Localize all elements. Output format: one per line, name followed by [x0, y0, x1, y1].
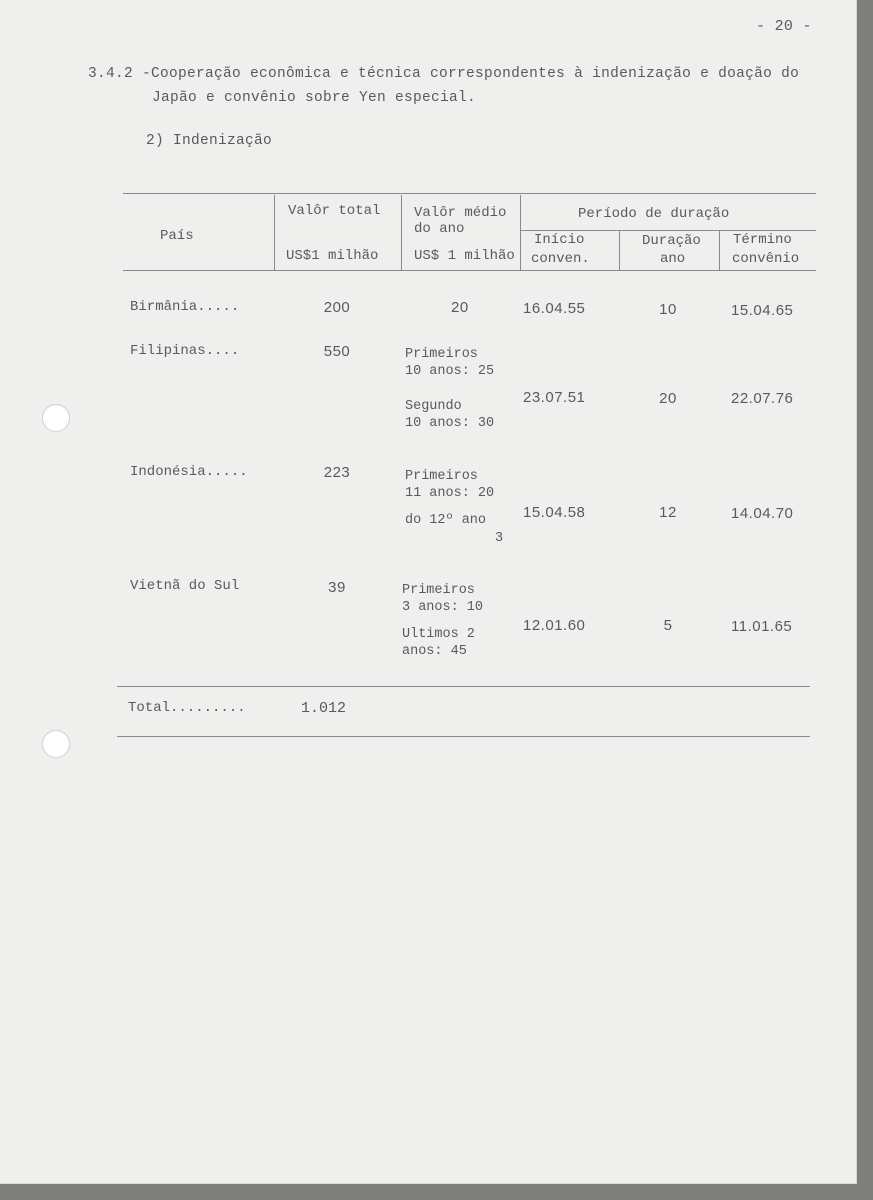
row-medio-line: do 12º ano	[405, 513, 487, 528]
row-duracao: 12	[659, 504, 677, 521]
row-duracao: 10	[659, 301, 677, 318]
row-medio-line: 10 anos: 25	[405, 364, 495, 379]
row-total: 39	[328, 579, 346, 596]
section-heading-line2: Japão e convênio sobre Yen especial.	[152, 90, 477, 106]
row-country: Filipinas....	[130, 343, 240, 359]
total-top-rule	[117, 686, 810, 687]
total-label: Total.........	[128, 700, 246, 716]
punch-hole	[42, 404, 70, 432]
row-inicio: 15.04.58	[523, 504, 586, 521]
row-total: 200	[323, 299, 351, 316]
header-duracao: Duração	[642, 233, 701, 249]
table-top-rule	[123, 193, 816, 194]
col-divider	[520, 195, 521, 270]
row-medio-line: Primeiros	[405, 347, 478, 362]
header-duracao-2: ano	[660, 251, 686, 267]
row-country: Indonésia.....	[130, 464, 248, 480]
table-bottom-rule	[117, 736, 810, 737]
header-valor-total: Valôr total	[288, 203, 381, 219]
row-inicio: 16.04.55	[523, 300, 586, 317]
header-valor-medio-2: do ano	[414, 221, 465, 237]
row-termino: 22.07.76	[731, 390, 794, 407]
row-inicio: 12.01.60	[523, 617, 586, 634]
header-inicio: Início	[534, 232, 585, 248]
row-duracao: 5	[663, 617, 673, 634]
header-periodo: Período de duração	[578, 206, 730, 222]
row-termino: 14.04.70	[731, 505, 794, 522]
col-divider	[619, 230, 620, 270]
row-medio-line: 3 anos: 10	[402, 600, 484, 615]
header-valor-medio: Valôr médio	[414, 205, 507, 221]
row-medio-line: 3	[495, 531, 504, 546]
row-medio: 20	[451, 299, 469, 316]
row-termino: 15.04.65	[731, 302, 794, 319]
header-pais: País	[160, 228, 194, 244]
row-country: Vietnã do Sul	[130, 578, 240, 594]
header-bottom-rule	[123, 270, 816, 271]
subsection-heading: 2) Indenização	[146, 133, 273, 149]
row-medio-line: 11 anos: 20	[405, 486, 495, 501]
row-medio-line: Primeiros	[405, 469, 478, 484]
section-heading-line1: 3.4.2 -Cooperação econômica e técnica correspondentes à indenização e doação do	[88, 66, 800, 82]
header-valor-total-unit: US$1 milhão	[286, 248, 379, 264]
row-total: 223	[323, 464, 351, 481]
col-divider	[719, 230, 720, 270]
header-inicio-2: conven.	[531, 251, 590, 267]
col-divider	[401, 195, 402, 270]
page-number: - 20 -	[756, 18, 812, 35]
total-value: 1.012	[301, 700, 347, 717]
row-medio-line: Ultimos 2	[402, 627, 475, 642]
header-termino: Término	[733, 232, 792, 248]
row-termino: 11.01.65	[731, 618, 793, 635]
row-medio-line: Segundo	[405, 399, 462, 414]
row-medio-line: anos: 45	[402, 644, 467, 659]
row-total: 550	[323, 343, 351, 360]
row-inicio: 23.07.51	[523, 389, 586, 406]
header-termino-2: convênio	[732, 251, 800, 267]
row-duracao: 20	[659, 390, 677, 407]
row-country: Birmânia.....	[130, 299, 240, 315]
punch-hole	[42, 730, 70, 758]
row-medio-line: 10 anos: 30	[405, 416, 495, 431]
row-medio-line: Primeiros	[402, 583, 475, 598]
period-sub-rule	[520, 230, 816, 231]
col-divider	[274, 195, 275, 270]
header-valor-medio-unit: US$ 1 milhão	[414, 248, 515, 264]
